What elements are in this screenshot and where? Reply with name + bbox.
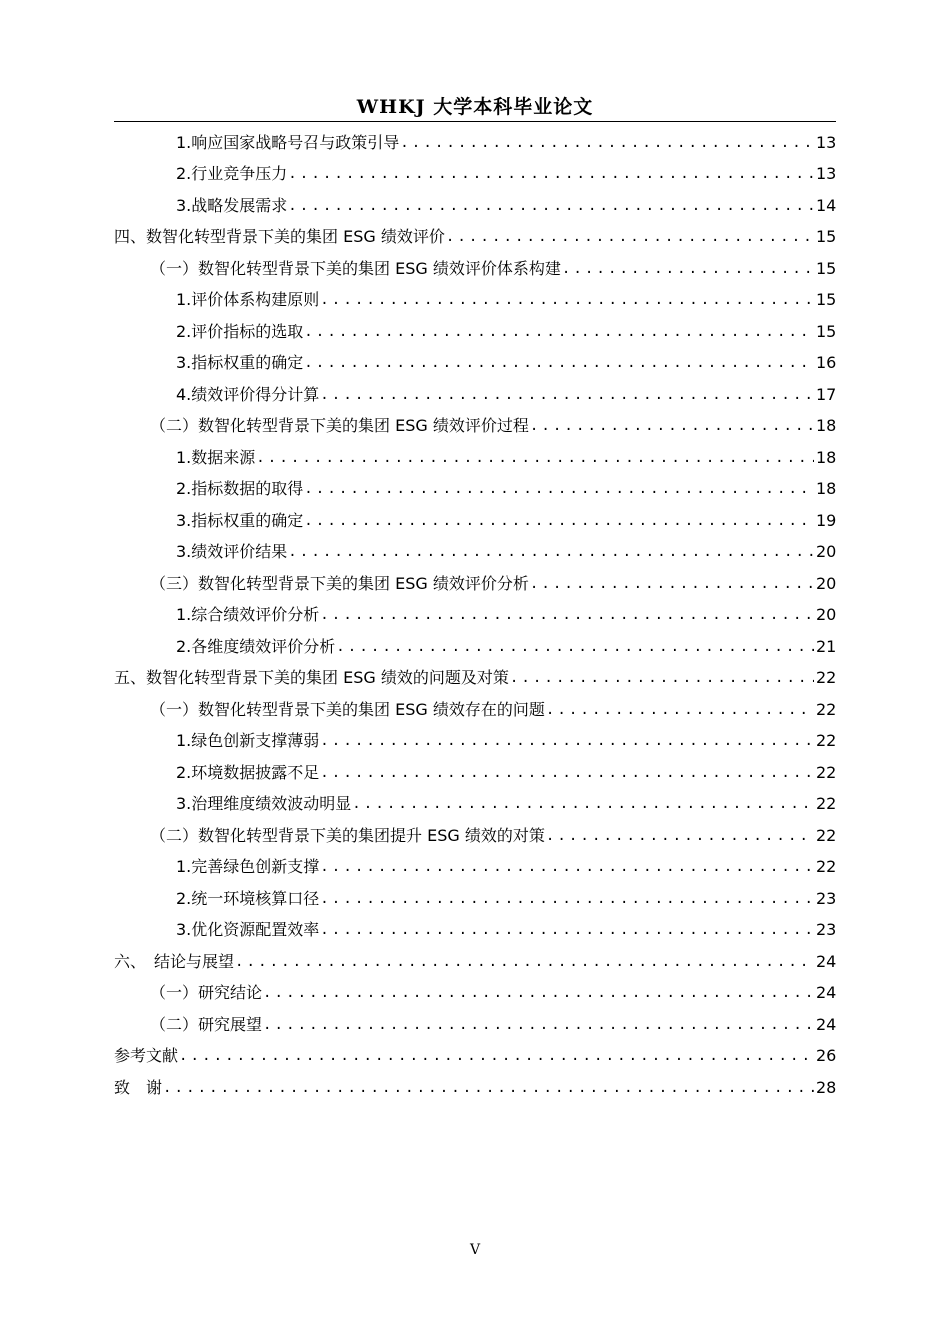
toc-entry[interactable] <box>114 216 836 248</box>
toc-entry[interactable] <box>114 499 836 531</box>
toc-dot-leader <box>304 479 814 499</box>
toc-entry-page: 20 <box>816 573 837 593</box>
toc-entry-page: 24 <box>816 983 837 1002</box>
toc-entry-page: 13 <box>816 164 837 183</box>
toc-entry-page: 22 <box>816 857 837 876</box>
toc-entry[interactable] <box>114 531 836 563</box>
toc-entry-label: （二）数智化转型背景下美的集团 ESG 绩效评价过程 <box>150 416 529 435</box>
toc-dot-leader <box>263 1015 814 1035</box>
toc-entry[interactable] <box>114 720 836 752</box>
toc-dot-leader <box>562 259 814 279</box>
toc-entry-label: 2.环境数据披露不足 <box>176 762 320 782</box>
toc-entry-label: 四、数智化转型背景下美的集团 ESG 绩效评价 <box>114 227 445 246</box>
toc-entry[interactable] <box>114 247 836 279</box>
toc-entry[interactable] <box>114 310 836 342</box>
toc-dot-leader <box>530 416 814 436</box>
toc-entry-label: 4.绩效评价得分计算 <box>176 384 320 404</box>
toc-dot-leader <box>446 227 814 247</box>
toc-entry-label: 1.完善绿色创新支撑 <box>176 857 320 876</box>
toc-dot-leader <box>352 794 814 814</box>
toc-entry-page: 24 <box>816 951 837 971</box>
toc-entry-label: （二）数智化转型背景下美的集团提升 ESG 绩效的对策 <box>150 825 545 845</box>
toc-entry-page: 15 <box>816 321 837 341</box>
toc-entry-page: 28 <box>816 1077 837 1097</box>
toc-entry[interactable] <box>114 972 836 1004</box>
toc-dot-leader <box>320 857 814 877</box>
toc-entry[interactable] <box>114 153 836 185</box>
toc-entry-label: 2.行业竞争压力 <box>176 164 288 183</box>
toc-entry-label: （一）研究结论 <box>150 983 263 1002</box>
toc-entry-label: 3.指标权重的确定 <box>176 510 304 530</box>
toc-entry[interactable] <box>114 121 836 153</box>
toc-entry-page: 15 <box>816 258 837 278</box>
toc-entry[interactable] <box>114 562 836 594</box>
toc-entry-page: 23 <box>816 888 837 908</box>
toc-entry-page: 21 <box>816 636 837 656</box>
toc-entry-label: 致 谢 <box>114 1077 163 1097</box>
toc-entry-page: 18 <box>816 416 837 435</box>
toc-dot-leader <box>320 889 814 909</box>
toc-entry-page: 14 <box>816 195 837 215</box>
toc-entry[interactable] <box>114 940 836 972</box>
toc-entry-label: 1.数据来源 <box>176 447 256 467</box>
toc-dot-leader <box>256 448 814 468</box>
toc-entry-label: 3.指标权重的确定 <box>176 353 304 372</box>
toc-entry-label: （一）数智化转型背景下美的集团 ESG 绩效存在的问题 <box>150 699 545 719</box>
toc-entry[interactable] <box>114 184 836 216</box>
toc-entry[interactable] <box>114 1066 836 1098</box>
toc-entry-label: 五、数智化转型背景下美的集团 ESG 绩效的问题及对策 <box>114 668 509 687</box>
toc-entry-page: 22 <box>816 794 837 813</box>
toc-entry-label: （一）数智化转型背景下美的集团 ESG 绩效评价体系构建 <box>150 258 561 278</box>
toc-entry-label: 1.绿色创新支撑薄弱 <box>176 731 320 750</box>
toc-entry[interactable] <box>114 1035 836 1067</box>
toc-entry[interactable] <box>114 846 836 878</box>
toc-entry-page: 15 <box>816 290 837 309</box>
toc-dot-leader <box>336 637 814 657</box>
toc-entry[interactable] <box>114 909 836 941</box>
toc-entry-page: 22 <box>816 762 837 782</box>
toc-entry-label: 2.各维度绩效评价分析 <box>176 636 336 656</box>
toc-dot-leader <box>320 763 814 783</box>
toc-dot-leader <box>288 164 814 184</box>
toc-dot-leader <box>179 1046 814 1066</box>
toc-dot-leader <box>163 1078 814 1098</box>
toc-entry[interactable] <box>114 625 836 657</box>
toc-entry[interactable] <box>114 877 836 909</box>
toc-dot-leader <box>510 668 814 688</box>
toc-entry[interactable] <box>114 688 836 720</box>
toc-entry-page: 26 <box>816 1046 837 1065</box>
toc-entry[interactable] <box>114 814 836 846</box>
page-number: V <box>469 1242 481 1258</box>
toc-entry-page: 19 <box>816 510 837 530</box>
toc-dot-leader <box>320 920 814 940</box>
toc-dot-leader <box>400 133 814 153</box>
toc-dot-leader <box>320 605 814 625</box>
toc-entry-page: 17 <box>816 384 837 404</box>
toc-dot-leader <box>304 511 814 531</box>
toc-dot-leader <box>288 196 814 216</box>
toc-entry-page: 23 <box>816 920 837 939</box>
toc-entry-label: 1.响应国家战略号召与政策引导 <box>176 132 400 152</box>
toc-entry-label: 1.综合绩效评价分析 <box>176 605 320 624</box>
toc-entry[interactable] <box>114 751 836 783</box>
toc-entry-page: 20 <box>816 605 837 624</box>
toc-entry[interactable] <box>114 783 836 815</box>
toc-dot-leader <box>530 574 814 594</box>
toc-dot-leader <box>546 700 814 720</box>
toc-entry-label: 1.评价体系构建原则 <box>176 290 320 309</box>
toc-entry[interactable] <box>114 657 836 689</box>
toc-entry-page: 22 <box>816 825 837 845</box>
page-header-title: WHKJ 大学本科毕业论文 <box>356 96 594 118</box>
toc-entry-label: （三）数智化转型背景下美的集团 ESG 绩效评价分析 <box>150 573 529 593</box>
toc-entry[interactable] <box>114 468 836 500</box>
toc-entry[interactable] <box>114 373 836 405</box>
toc-entry-label: （二）研究展望 <box>150 1014 263 1034</box>
toc-dot-leader <box>320 385 814 405</box>
toc-entry-label: 2.指标数据的取得 <box>176 479 304 498</box>
toc-entry-label: 3.战略发展需求 <box>176 195 288 215</box>
toc-entry-page: 20 <box>816 542 837 561</box>
toc-entry[interactable] <box>114 1003 836 1035</box>
toc-entry-label: 3.治理维度绩效波动明显 <box>176 794 352 813</box>
toc-dot-leader <box>320 290 814 310</box>
toc-dot-leader <box>263 983 814 1003</box>
toc-entry-label: 3.绩效评价结果 <box>176 542 288 561</box>
toc-dot-leader <box>304 322 814 342</box>
toc-entry-page: 18 <box>816 447 837 467</box>
toc-entry-label: 2.统一环境核算口径 <box>176 888 320 908</box>
toc-entry-page: 13 <box>816 132 837 152</box>
toc-entry-page: 15 <box>816 227 837 246</box>
toc-entry[interactable] <box>114 405 836 437</box>
toc-entry[interactable] <box>114 279 836 311</box>
toc-entry-page: 18 <box>816 479 837 498</box>
toc-entry-page: 22 <box>816 699 837 719</box>
toc-entry-label: 六、 结论与展望 <box>114 951 235 971</box>
toc-dot-leader <box>546 826 814 846</box>
toc-entry-page: 24 <box>816 1014 837 1034</box>
toc-entry-page: 22 <box>816 731 837 750</box>
toc-dot-leader <box>288 542 814 562</box>
toc-entry-label: 2.评价指标的选取 <box>176 321 304 341</box>
toc-entry-page: 22 <box>816 668 837 687</box>
toc-dot-leader <box>304 353 814 373</box>
toc-entry[interactable] <box>114 342 836 374</box>
table-of-contents <box>114 121 836 1098</box>
toc-entry-label: 参考文献 <box>114 1046 179 1065</box>
toc-entry[interactable] <box>114 594 836 626</box>
toc-dot-leader <box>235 952 814 972</box>
toc-dot-leader <box>320 731 814 751</box>
toc-entry-page: 16 <box>816 353 837 372</box>
toc-entry[interactable] <box>114 436 836 468</box>
toc-entry-label: 3.优化资源配置效率 <box>176 920 320 939</box>
